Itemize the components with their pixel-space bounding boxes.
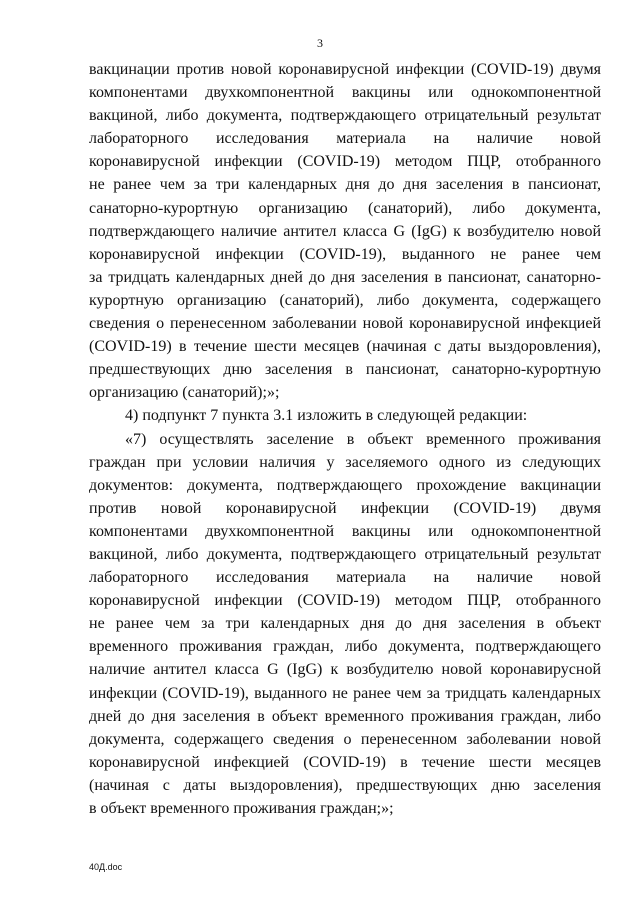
text-line: временного проживания граждан, либо документа, подтверждающего <box>89 638 601 656</box>
text-line: «7) осуществлять заселение в объект временного проживания <box>125 430 601 448</box>
text-line: коронавирусной инфекции (COVID-19) методом ПЦР, отобранного <box>89 153 601 171</box>
text-line: лабораторного исследования материала на наличие новой <box>89 130 601 148</box>
text-line: подтверждающего наличие антител класса G (IgG) к возбудителю новой <box>89 222 601 240</box>
text-line: за тридцать календарных дней до дня заселения в пансионат, санаторно- <box>89 268 601 286</box>
text-line: коронавирусной инфекцией (COVID-19) в течение шести месяцев <box>89 753 601 771</box>
text-line: (COVID-19) в течение шести месяцев (начиная с даты выздоровления), <box>89 338 601 356</box>
text-line: документов: документа, подтверждающего прохождение вакцинации <box>89 476 601 494</box>
text-line: в объект временного проживания граждан;»; <box>89 800 394 817</box>
text-line: граждан при условии наличия у заселяемого одного из следующих <box>89 453 601 471</box>
text-line: наличие антител класса G (IgG) к возбудителю новой коронавирусной <box>89 661 601 679</box>
text-line: компонентами двухкомпонентной вакцины или однокомпонентной <box>89 522 601 540</box>
text-line: санаторно-курортную организацию (санаторий), либо документа, <box>89 199 601 217</box>
text-line: компонентами двухкомпонентной вакцины или однокомпонентной <box>89 84 601 102</box>
text-line: 4) подпункт 7 пункта 3.1 изложить в следующей редакции: <box>125 407 528 425</box>
text-line: (начиная с даты выздоровления), предшествующих дню заселения <box>89 776 601 794</box>
text-line: коронавирусной инфекции (COVID-19) методом ПЦР, отобранного <box>89 592 601 610</box>
footer-file-code: 40Д.doc <box>89 862 123 872</box>
text-line: курортную организацию (санаторий), либо документа, содержащего <box>89 291 601 309</box>
text-line: дней до дня заселения в объект временного проживания граждан, либо <box>89 707 601 725</box>
text-line: документа, содержащего сведения о перенесенном заболевании новой <box>89 730 601 748</box>
text-line: лабораторного исследования материала на наличие новой <box>89 569 601 587</box>
text-line: организацию (санаторий);»; <box>89 384 280 402</box>
text-line: не ранее чем за три календарных дня до дня заселения в объект <box>89 615 601 633</box>
text-line: не ранее чем за три календарных дня до дня заселения в пансионат, <box>89 176 601 194</box>
page-number: 3 <box>317 36 323 50</box>
text-line: вакцинации против новой коронавирусной инфекции (COVID-19) двумя <box>89 61 601 78</box>
text-line: вакциной, либо документа, подтверждающего отрицательный результат <box>89 107 601 125</box>
text-line: сведения о перенесенном заболевании новой коронавирусной инфекцией <box>89 315 601 333</box>
text-line: предшествующих дню заселения в пансионат, санаторно-курортную <box>89 361 601 379</box>
text-line: инфекции (COVID-19), выданного не ранее чем за тридцать календарных <box>89 684 601 702</box>
document-body <box>89 58 601 820</box>
text-line: вакциной, либо документа, подтверждающего отрицательный результат <box>89 545 601 563</box>
text-line: против новой коронавирусной инфекции (COVID-19) двумя <box>89 499 601 517</box>
text-line: коронавирусной инфекции (COVID-19), выданного не ранее чем <box>89 245 601 263</box>
